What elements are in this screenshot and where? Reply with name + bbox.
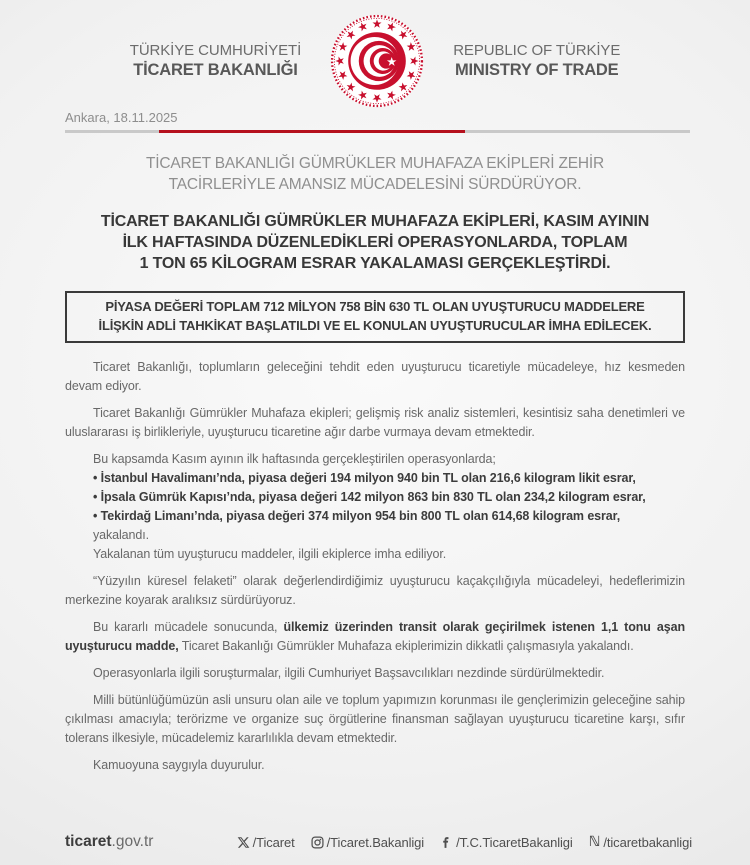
social-facebook-link[interactable] xyxy=(440,835,573,850)
facebook-handle-label: /T.C.TicaretBakanligi xyxy=(456,834,573,850)
divider-gray-left xyxy=(65,130,159,133)
instagram-handle-label: /Ticaret.Bakanligi xyxy=(326,834,425,850)
ministry-name-english xyxy=(453,41,620,81)
subheadline xyxy=(65,153,685,195)
website-link[interactable] xyxy=(65,833,153,851)
closing-line: Kamuoyuna saygıyla duyurulur. xyxy=(93,758,265,772)
list-outro-2: Yakalanan tüm uyuşturucu maddeler, ilgili ekiplerce imha ediliyor. xyxy=(93,547,447,561)
paragraph-7: Milli bütünlüğümüzün asli unsuru olan aile ve toplum yapımızın korunması ile gençlerimizin geleceğine sahip çıkılması amacıyla; terörizme ve organize suç örgütlerine finansman sağlayan uyuşturucu ticaretine karşı, sıfır tolerans ilkesiyle, mücadelemiz kararlılıkla devam etmektedir. xyxy=(65,693,685,745)
subheadline-line-1: TİCARET BAKANLIĞI GÜMRÜKLER MUHAFAZA EKİPLERİ ZEHİR xyxy=(145,155,605,172)
social-nsosyal-link[interactable] xyxy=(589,835,692,850)
operations-list xyxy=(65,450,685,564)
paragraph-5-suffix: Ticaret Bakanlığı Gümrükler Muhafaza ekiplerimizin dikkatli çalışmasıyla yakalandı. xyxy=(178,639,634,653)
nsosyal-handle-label: /ticaretbakanligi xyxy=(603,834,692,850)
subheadline-line-2: TACİRLERİYLE AMANSIZ MÜCADELESİNİ SÜRDÜRÜYOR. xyxy=(168,176,582,193)
website-bold-part: ticaret xyxy=(65,833,112,850)
paragraph-2: Ticaret Bakanlığı Gümrükler Muhafaza ekipleri; gelişmiş risk analiz sistemleri, kesintisiz saha denetimleri ve uluslararası iş birlikleriyle, uyuşturucu ticaretine ağır darbe vurmaya devam etmektedir. xyxy=(65,406,685,439)
social-instagram-link[interactable] xyxy=(311,835,424,850)
list-outro-1: yakalandı. xyxy=(93,528,149,542)
facebook-icon xyxy=(440,836,453,849)
header xyxy=(0,0,750,109)
list-item-tekirdag: • Tekirdağ Limanı’nda, piyasa değeri 374 milyon 954 bin 800 TL olan 614,68 kilogram esrar, xyxy=(93,509,621,523)
highlight-box xyxy=(65,291,685,343)
paragraph-4: “Yüzyılın küresel felaketi” olarak değerlendirdiğimiz uyuşturucu kaçakçılığıyla mücadeleyi, hedeflerimizin merkezine koyarak aralıksız sürdürüyoruz. xyxy=(65,574,685,607)
ministry-of-trade-logo xyxy=(329,13,425,109)
instagram-icon xyxy=(311,836,324,849)
main-headline-line-2: İLK HAFTASINDA DÜZENLEDİKLERİ OPERASYONLARDA, TOPLAM xyxy=(122,234,628,251)
website-rest-part: .gov.tr xyxy=(111,833,154,850)
divider-rule xyxy=(65,130,690,133)
x-icon xyxy=(237,836,250,849)
nsosyal-icon: ℕ xyxy=(588,834,601,850)
divider-gray-right xyxy=(465,130,690,133)
paragraph-5-prefix: Bu kararlı mücadele sonucunda, xyxy=(93,620,284,634)
main-headline-line-3: 1 TON 65 KİLOGRAM ESRAR YAKALAMASI GERÇEKLEŞTİRDİ. xyxy=(139,255,611,272)
list-intro: Bu kapsamda Kasım ayının ilk haftasında gerçekleştirilen operasyonlarda; xyxy=(93,452,496,466)
highlight-line-1: PİYASA DEĞERİ TOPLAM 712 MİLYON 758 BİN 630 TL OLAN UYUŞTURUCU MADDELERE xyxy=(105,299,645,314)
x-handle-label: /Ticaret xyxy=(252,834,295,850)
main-headline-line-1: TİCARET BAKANLIĞI GÜMRÜKLER MUHAFAZA EKİPLERİ, KASIM AYININ xyxy=(100,213,650,230)
divider-red-center xyxy=(159,130,465,133)
list-item-istanbul: • İstanbul Havalimanı’nda, piyasa değeri 194 milyon 940 bin TL olan 216,6 kilogram likit esrar, xyxy=(93,471,636,485)
footer xyxy=(65,833,692,851)
paragraph-5-bold: ülkemiz üzerinden transit olarak geçirilmek istenen 1,1 tonu aşan uyuşturucu madde, xyxy=(65,620,685,653)
country-name-tr: TÜRKİYE CUMHURİYETİ xyxy=(129,41,302,59)
main-headline xyxy=(65,211,685,274)
dateline: Ankara, 18.11.2025 xyxy=(65,110,178,125)
social-x-link[interactable] xyxy=(237,835,295,850)
social-handles xyxy=(237,835,692,850)
paragraph-6: Operasyonlarla ilgili soruşturmalar, ilgili Cumhuriyet Başsavcılıkları nezdinde sürdürülmektedir. xyxy=(93,666,605,680)
paragraph-1: Ticaret Bakanlığı, toplumların geleceğini tehdit eden uyuşturucu ticaretiyle mücadeleye, hız kesmeden devam ediyor. xyxy=(65,360,685,393)
country-name-en: REPUBLIC OF TÜRKİYE xyxy=(453,41,621,59)
ministry-name-turkish xyxy=(130,41,301,81)
ministry-emblem-icon xyxy=(329,13,425,109)
highlight-line-2: İLİŞKİN ADLİ TAHKİKAT BAŞLATILDI VE EL KONULAN UYUŞTURUCULAR İMHA EDİLECEK. xyxy=(98,317,652,333)
ministry-name-tr: TİCARET BAKANLIĞI xyxy=(133,61,298,80)
ministry-name-en: MINISTRY OF TRADE xyxy=(455,61,619,80)
paragraph-5 xyxy=(65,618,685,656)
list-item-ipsala: • İpsala Gümrük Kapısı’nda, piyasa değeri 142 milyon 863 bin 830 TL olan 234,2 kilogram esrar, xyxy=(93,490,646,504)
press-release-body xyxy=(65,358,685,775)
